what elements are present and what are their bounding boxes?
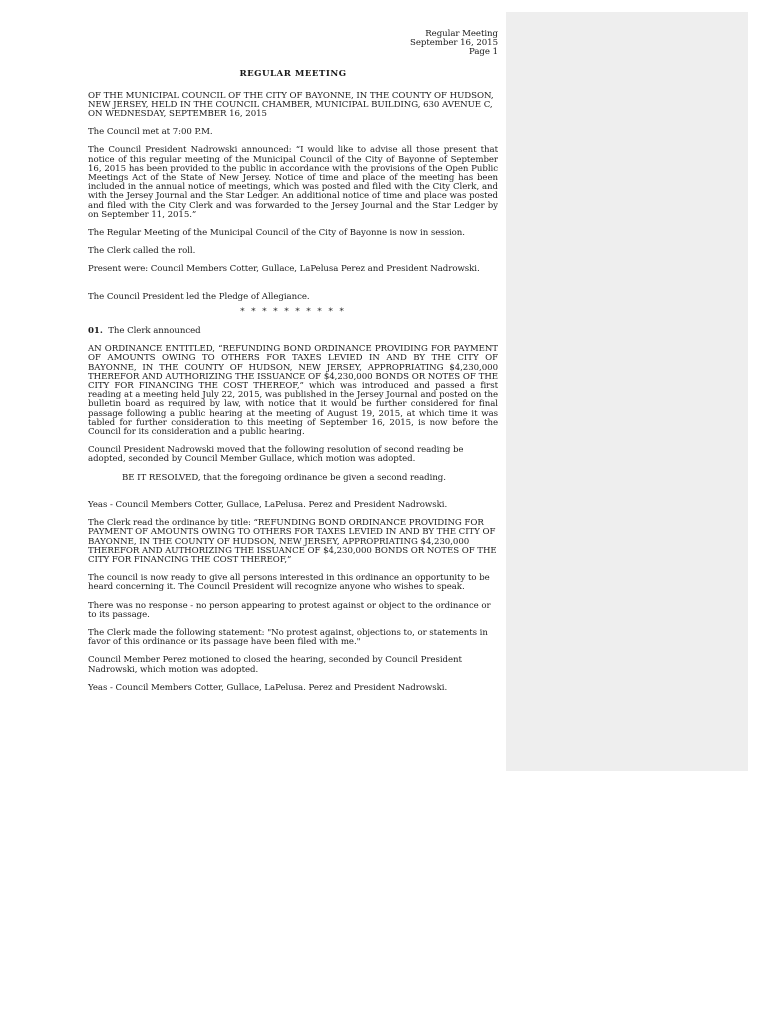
intro-paragraph: OF THE MUNICIPAL COUNCIL OF THE CITY OF BAYONNE, IN THE COUNTY OF HUDSON, NEW JERSEY, HELD IN THE COUNCIL CHAMBER, MUNICIPAL BUILDING, 630 AVENUE C, ON WEDNESDAY, SEPTEMBER 16, 2015 <box>88 90 494 119</box>
ready-paragraph: The council is now ready to give all persons interested in this ordinance an opportunity to be heard concerning it. The Council President will recognize anyone who wishes to speak. <box>88 573 490 593</box>
pledge-paragraph: The Council President led the Pledge of Allegiance. <box>88 291 310 302</box>
ordinance-paragraph: AN ORDINANCE ENTITLED, “REFUNDING BOND ORDINANCE PROVIDING FOR PAYMENT OF AMOUNTS OWING TO OTHERS FOR TAXES LEVIED IN AND BY THE CITY OF BAYONNE, IN THE COUNTY OF HUDSON, NEW JERSEY, APPROPRIATING $4,230,000 THEREFOR AND AUTHORIZING THE ISSUANCE OF $4,230,000 BONDS OR NOTES OF THE CITY FOR FINANCING THE COST THEREOF,” which was introduced and passed a first reading at a meeting held July 22, 2015, was published in the Jersey Journal and posted on the bulletin board as required by law, with notice that it would be further considered for final passage following a public hearing at the meeting of August 19, 2015, at which time it was tabled for further consideration to this meeting of September 16, 2015, is now before the Council for its consideration and a public hearing. <box>88 344 498 438</box>
page-header <box>88 30 498 56</box>
no-response-paragraph: There was no response - no person appearing to protest against or object to the ordinance or to its passage. <box>88 600 491 620</box>
header-page: Page 1 <box>468 46 498 57</box>
session-paragraph: The Regular Meeting of the Municipal Council of the City of Bayonne is now in session. <box>88 228 465 239</box>
yeas-paragraph-2: Yeas - Council Members Cotter, Gullace, LaPelusa. Perez and President Nadrowski. <box>88 682 448 693</box>
document-title: REGULAR MEETING <box>239 69 347 80</box>
resolved-paragraph: BE IT RESOLVED, that the foregoing ordinance be given a second reading. <box>122 472 446 483</box>
item-label: The Clerk announced <box>108 326 201 337</box>
yeas-paragraph-1: Yeas - Council Members Cotter, Gullace, LaPelusa. Perez and President Nadrowski. <box>88 499 448 510</box>
statement-paragraph: The Clerk made the following statement: "No protest against, objections to, or statements in favor of this ordinance or its passage have been filed with me." <box>88 627 488 648</box>
item-heading <box>88 327 498 336</box>
item-number: 01. <box>88 326 103 337</box>
met-paragraph: The Council met at 7:00 P.M. <box>88 127 213 138</box>
header-date: September 16, 2015 <box>410 37 498 48</box>
closed-paragraph: Council Member Perez motioned to closed the hearing, seconded by Council President Nadrowski, which motion was adopted. <box>88 655 462 675</box>
roll-paragraph: The Clerk called the roll. <box>88 246 196 257</box>
announcement-paragraph: The Council President Nadrowski announced: “I would like to advise all those present that notice of this regular meeting of the Municipal Council of the City of Bayonne of September 16, 2015 has been provided to the public in accordance with the provisions of the Open Public Meetings Act of the State of New Jersey. Notice of time and place of the meeting has been included in the annual notice of meetings, which was posted and filed with the City Clerk, and with the Jersey Journal and the Star Ledger. An additional notice of time and place was posted and filed with the City Clerk and was forwarded to the Jersey Journal and the Star Ledger by on September 11, 2015.” <box>88 145 498 220</box>
separator-stars: * * * * * * * * * * <box>240 306 346 317</box>
moved-paragraph: Council President Nadrowski moved that the following resolution of second reading be adopted, seconded by Council Member Gullace, which motion was adopted. <box>88 445 464 465</box>
present-paragraph: Present were: Council Members Cotter, Gullace, LaPelusa Perez and President Nadrowski. <box>88 264 480 275</box>
comment-sidebar <box>506 12 748 771</box>
document-page <box>88 30 498 702</box>
header-meeting: Regular Meeting <box>425 29 498 39</box>
read-title-paragraph: The Clerk read the ordinance by title: “REFUNDING BOND ORDINANCE PROVIDING FOR PAYMENT OF AMOUNTS OWING TO OTHERS FOR TAXES LEVIED IN AND BY THE CITY OF BAYONNE, IN THE COUNTY OF HUDSON, NEW JERSEY, APPROPRIATING $4,230,000 THEREFOR AND AUTHORIZING THE ISSUANCE OF $4,230,000 BONDS OR NOTES OF THE CITY FOR FINANCING THE COST THEREOF,” <box>88 518 497 565</box>
